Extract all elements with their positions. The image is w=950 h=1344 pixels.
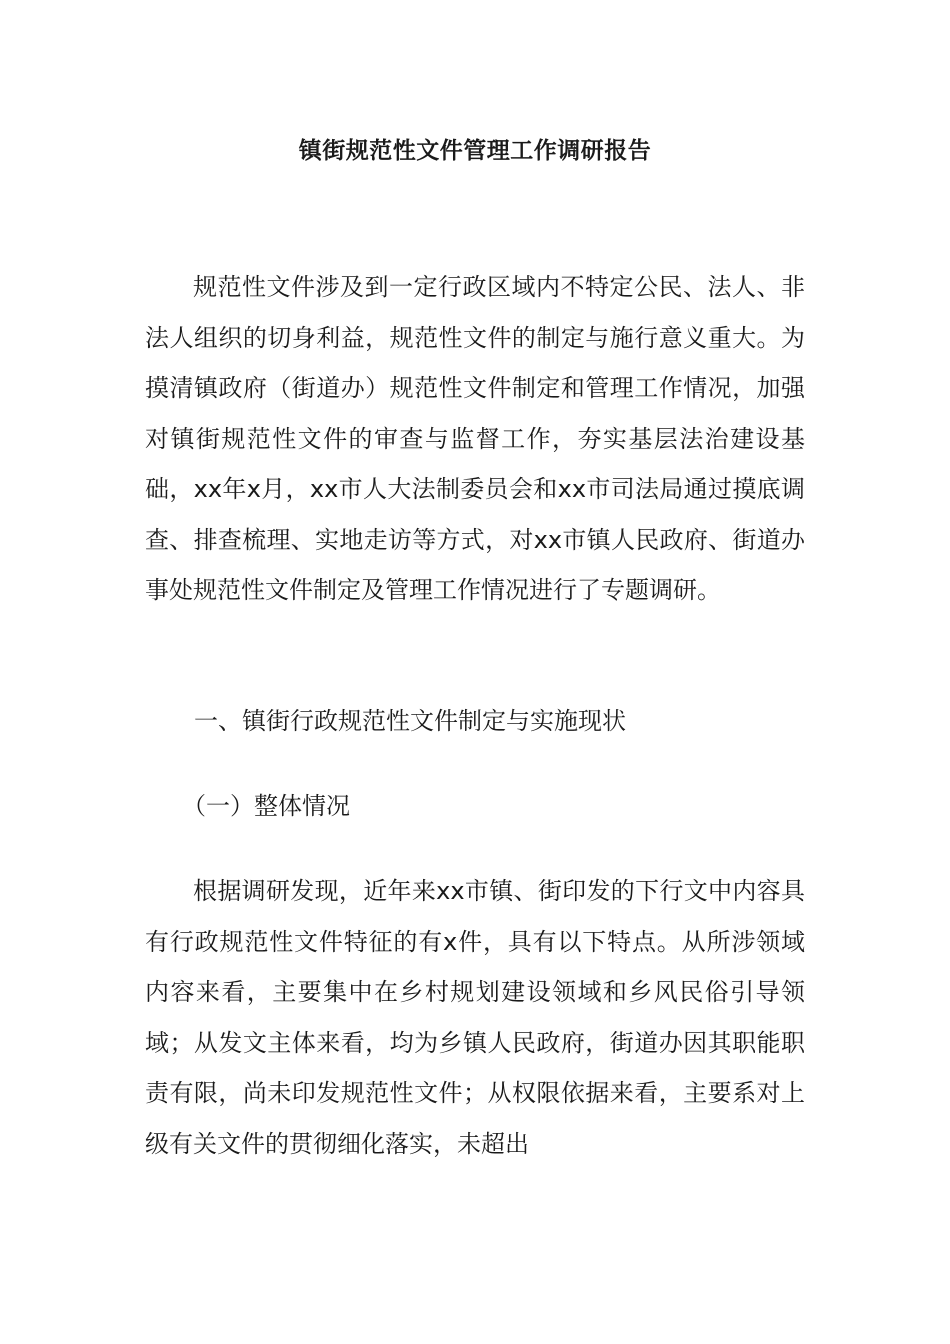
intro-paragraph: 规范性文件涉及到一定行政区域内不特定公民、法人、非法人组织的切身利益，规范性文件的制定与施行意义重大。为摸清镇政府（街道办）规范性文件制定和管理工作情况，加强对镇街规范性文件的审查与监督工作，夯实基层法治建设基础，xx年x月，xx市人大法制委员会和xx市司法局通过摸底调查、排查梳理、实地走访等方式，对xx市镇人民政府、街道办事处规范性文件制定及管理工作情况进行了专题调研。 [145,273,805,604]
section-heading-1: 一、镇街行政规范性文件制定与实施现状 [194,707,626,735]
overview-paragraph: 根据调研发现，近年来xx市镇、街印发的下行文中内容具有行政规范性文件特征的有x件，具有以下特点。从所涉领域内容来看，主要集中在乡村规划建设领域和乡风民俗引导领域；从发文主体来看，均为乡镇人民政府，街道办因其职能职责有限，尚未印发规范性文件；从权限依据来看，主要系对上级有关文件的贯彻细化落实，未超出 [145,877,805,1158]
document-title: 镇街规范性文件管理工作调研报告 [298,138,652,164]
subsection-heading-1: （一）整体情况 [182,792,350,820]
